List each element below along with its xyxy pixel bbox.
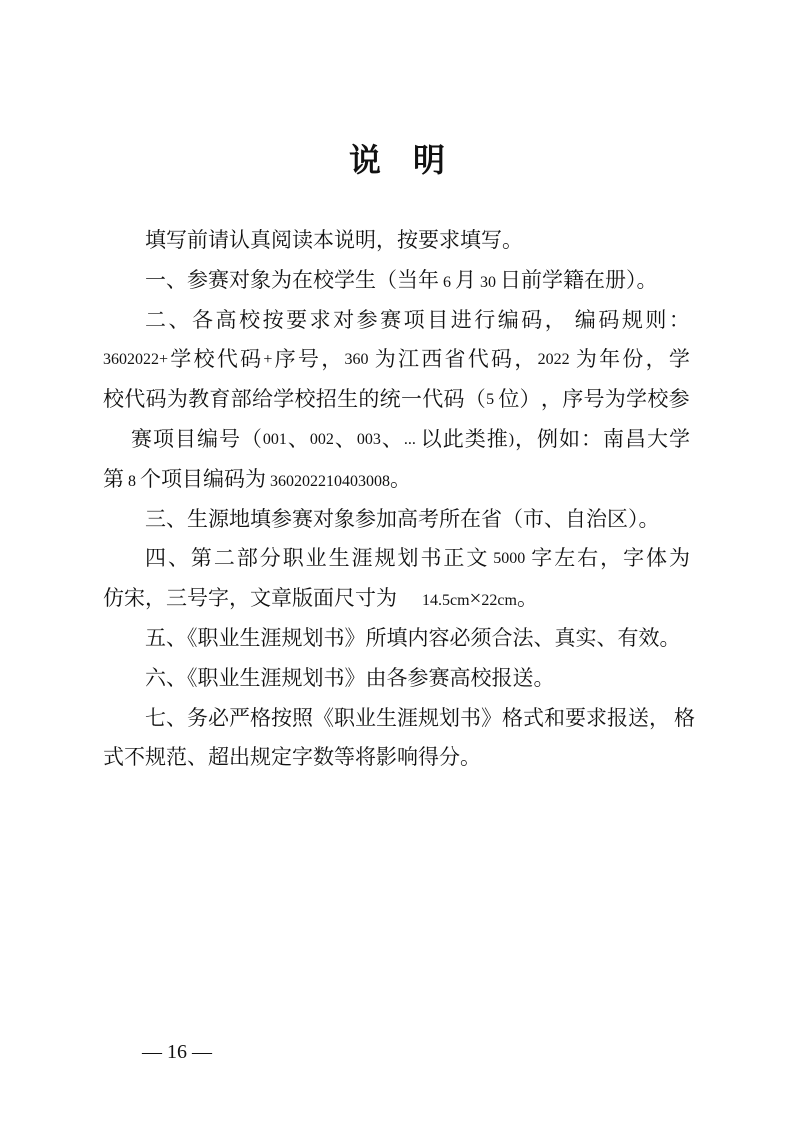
text-line: 一、参赛对象为在校学生（当年 6 月 30 日前学籍在册）。	[145, 267, 658, 292]
text-line: 第 8 个项目编码为 360202210403008。	[103, 466, 411, 491]
text-line: 七 、 务 必 严 格 按 照 《 职 业 生 涯 规 划 书 》 格 式 和 要 求 报 送 ， 格	[145, 705, 695, 730]
text-line: 四 、 第 二 部 分 职 业 生 涯 规 划 书 正 文 5000 字 左 右 ， 字 体 为	[145, 546, 690, 571]
text-line: 六、《职业生涯规划书》由各参赛高校报送。	[145, 665, 555, 690]
page-title: 说 明	[348, 142, 445, 178]
text-line: 3602022+ 学 校 代 码 + 序 号 ， 360 为 江 西 省 代 码 ， 2022 为 年 份 ， 学	[103, 347, 690, 372]
text-line: 赛 项 目 编 号 （ 001 、 002 、 003 、 ... 以 此 类 推 ) ， 例 如 ： 南 昌 大 学	[131, 426, 690, 451]
page-number: — 16 —	[142, 1041, 212, 1063]
text-line: 式不规范、超出规定字数等将影响得分。	[103, 745, 481, 770]
text-line: 二 、 各 高 校 按 要 求 对 参 赛 项 目 进 行 编 码 ， 编 码 规 则 ：	[145, 307, 690, 332]
text-line: 三、生源地填参赛对象参加高考所在省（市、自治区）。	[145, 506, 660, 531]
text-line: 填写前请认真阅读本说明，按要求填写。	[145, 228, 523, 252]
text-line: 五、《职业生涯规划书》所填内容必须合法、真实、有效。	[145, 625, 681, 650]
document-body	[103, 221, 695, 778]
page-footer	[122, 1013, 212, 1091]
text-line: 校 代 码 为 教 育 部 给 学 校 招 生 的 统 一 代 码 （ 5 位 ） ， 序 号 为 学 校 参	[103, 387, 690, 412]
text-line: 仿宋，三号字，文章版面尺寸为 14.5cm×22cm。	[103, 586, 538, 611]
